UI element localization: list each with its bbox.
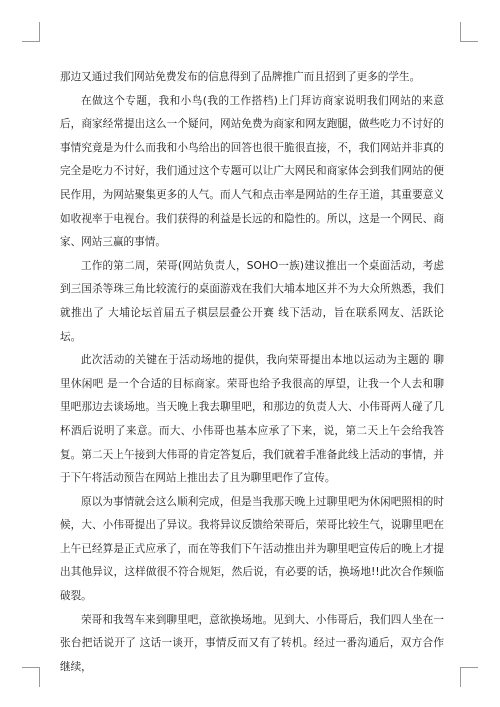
crop-mark-bottom-right-vertical <box>460 667 461 687</box>
paragraph: 荣哥和我驾车来到聊里吧，意欲换场地。见到大、小伟哥后，我们四人坐在一张台把话说开了 这话一谈开，事情反而又有了转机。经过一番沟通后，双方合作继续， <box>60 613 444 673</box>
paragraph: 在做这个专题，我和小鸟(我的工作搭档)上门拜访商家说明我们网站的来意后，商家经常提出这么一个疑问，网站免费为商家和网友跑腿，做些吃力不讨好的事情究竟是为什么而我和小鸟给出的回答也很干脆很直接，不，我们网站并非真的完全是吃力不讨好，我们通过这个专题可以让广大网民和商家体会到我们网站的便民作用，为网站聚集更多的人气。而人气和点击率是网站的生存王道，其重要意义如收视率于电视台。我们获得的利益是长远的和隐性的。所以，这是一个网民、商家、网站三赢的事情。 <box>60 94 444 249</box>
paragraph: 那边又通过我们网站免费发布的信息得到了品牌推广而且招到了更多的学生。 <box>60 71 421 83</box>
paragraph: 工作的第二周，荣哥(网站负责人，SOHO一族)建议推出一个桌面活动，考虑到三国杀等珠三角比较流行的桌面游戏在我们大埔本地区并不为大众所熟悉，我们就推出了 大埔论坛首届五子棋层层叠公开赛 线下活动，旨在联系网友、活跃论坛。 <box>60 259 444 343</box>
crop-mark-top-right-vertical <box>460 22 461 42</box>
crop-mark-top-left-horizontal <box>22 41 40 42</box>
crop-mark-bottom-left-vertical <box>39 667 40 687</box>
crop-mark-bottom-left-horizontal <box>22 667 40 668</box>
paragraph: 原以为事情就会这么顺利完成，但是当我那天晚上过聊里吧为休闲吧照相的时候，大、小伟哥提出了异议。我将异议反馈给荣哥后，荣哥比较生气，说聊里吧在上午已经算是正式应承了，而在等我们下午活动推出并为聊里吧宣传后的晚上才提出其他异议，这样做很不符合规矩，然后说，有必要的话，换场地!!此次合作频临破裂。 <box>60 495 444 603</box>
crop-mark-top-right-horizontal <box>460 41 478 42</box>
document-body <box>60 66 444 679</box>
crop-mark-bottom-right-horizontal <box>460 667 478 668</box>
paragraph: 此次活动的关键在于活动场地的提供，我向荣哥提出本地以运动为主题的 聊里休闲吧 是一个合适的目标商家。荣哥也给予我很高的厚望，让我一个人去和聊里吧那边去谈场地。当天晚上我去聊里吧，和那边的负责人大、小伟哥两人碰了几杯酒后说明了来意。而大、小伟哥也基本应承了下来，说，第二天上午会给我答复。第二天上午接到大伟哥的肯定答复后，我们就着手准备此线上活动的事情，并于下午将活动预告在网站上推出去了且为聊里吧作了宣传。 <box>60 354 444 485</box>
crop-mark-top-left-vertical <box>39 22 40 42</box>
